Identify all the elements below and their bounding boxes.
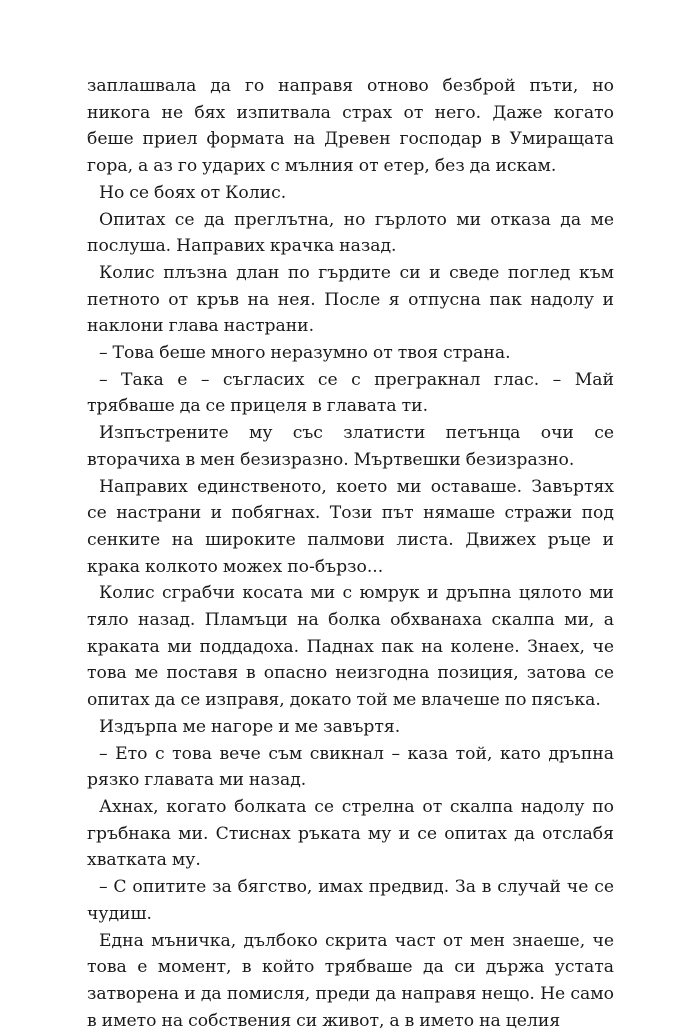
paragraph: Направих единственото, което ми оставаше. Завъртях се настрани и побягнах. Този път нямаше стражи под сенките на широките палмови листа. Движех ръце и крака колкото можех по-бързо... (87, 474, 614, 581)
paragraph: Една мъничка, дълбоко скрита част от мен знаеше, че това е момент, в който трябваше да си държа устата затворена и да помисля, преди да направя нещо. Не само в името на собствения си живот, а в името на целия (87, 928, 614, 1034)
paragraph: – Ето с това вече съм свикнал – каза той, като дръпна рязко главата ми назад. (87, 741, 614, 794)
paragraph: – Така е – съгласих се с прегракнал глас. – Май трябваше да се прицеля в главата ти. (87, 367, 614, 420)
paragraph: Издърпа ме нагоре и ме завъртя. (87, 714, 614, 741)
paragraph: Опитах се да преглътна, но гърлото ми отказа да ме послуша. Направих крачка назад. (87, 207, 614, 260)
book-page (87, 73, 614, 1034)
paragraph: заплашвала да го направя отново безброй пъти, но никога не бях изпитвала страх от него. Даже когато беше приел формата на Древен господар в Умиращата гора, а аз го ударих с мълния от етер, без да искам. (87, 73, 614, 180)
paragraph: Колис сграбчи косата ми с юмрук и дръпна цялото ми тяло назад. Пламъци на болка обхванаха скалпа ми, а краката ми поддадоха. Паднах пак на колене. Знаех, че това ме поставя в опасно неизгодна позиция, затова се опитах да се изправя, докато той ме влачеше по пясъка. (87, 580, 614, 714)
paragraph: Изпъстрените му със златисти петънца очи се вторачиха в мен безизразно. Мъртвешки безизразно. (87, 420, 614, 473)
paragraph: Но се боях от Колис. (87, 180, 614, 207)
paragraph: Ахнах, когато болката се стрелна от скалпа надолу по гръбнака ми. Стиснах ръката му и се опитах да отслабя хватката му. (87, 794, 614, 874)
paragraph: Колис плъзна длан по гърдите си и сведе поглед към петното от кръв на нея. После я отпусна пак надолу и наклони глава настрани. (87, 260, 614, 340)
paragraph: – Това беше много неразумно от твоя страна. (87, 340, 614, 367)
paragraph: – С опитите за бягство, имах предвид. За в случай че се чудиш. (87, 874, 614, 927)
